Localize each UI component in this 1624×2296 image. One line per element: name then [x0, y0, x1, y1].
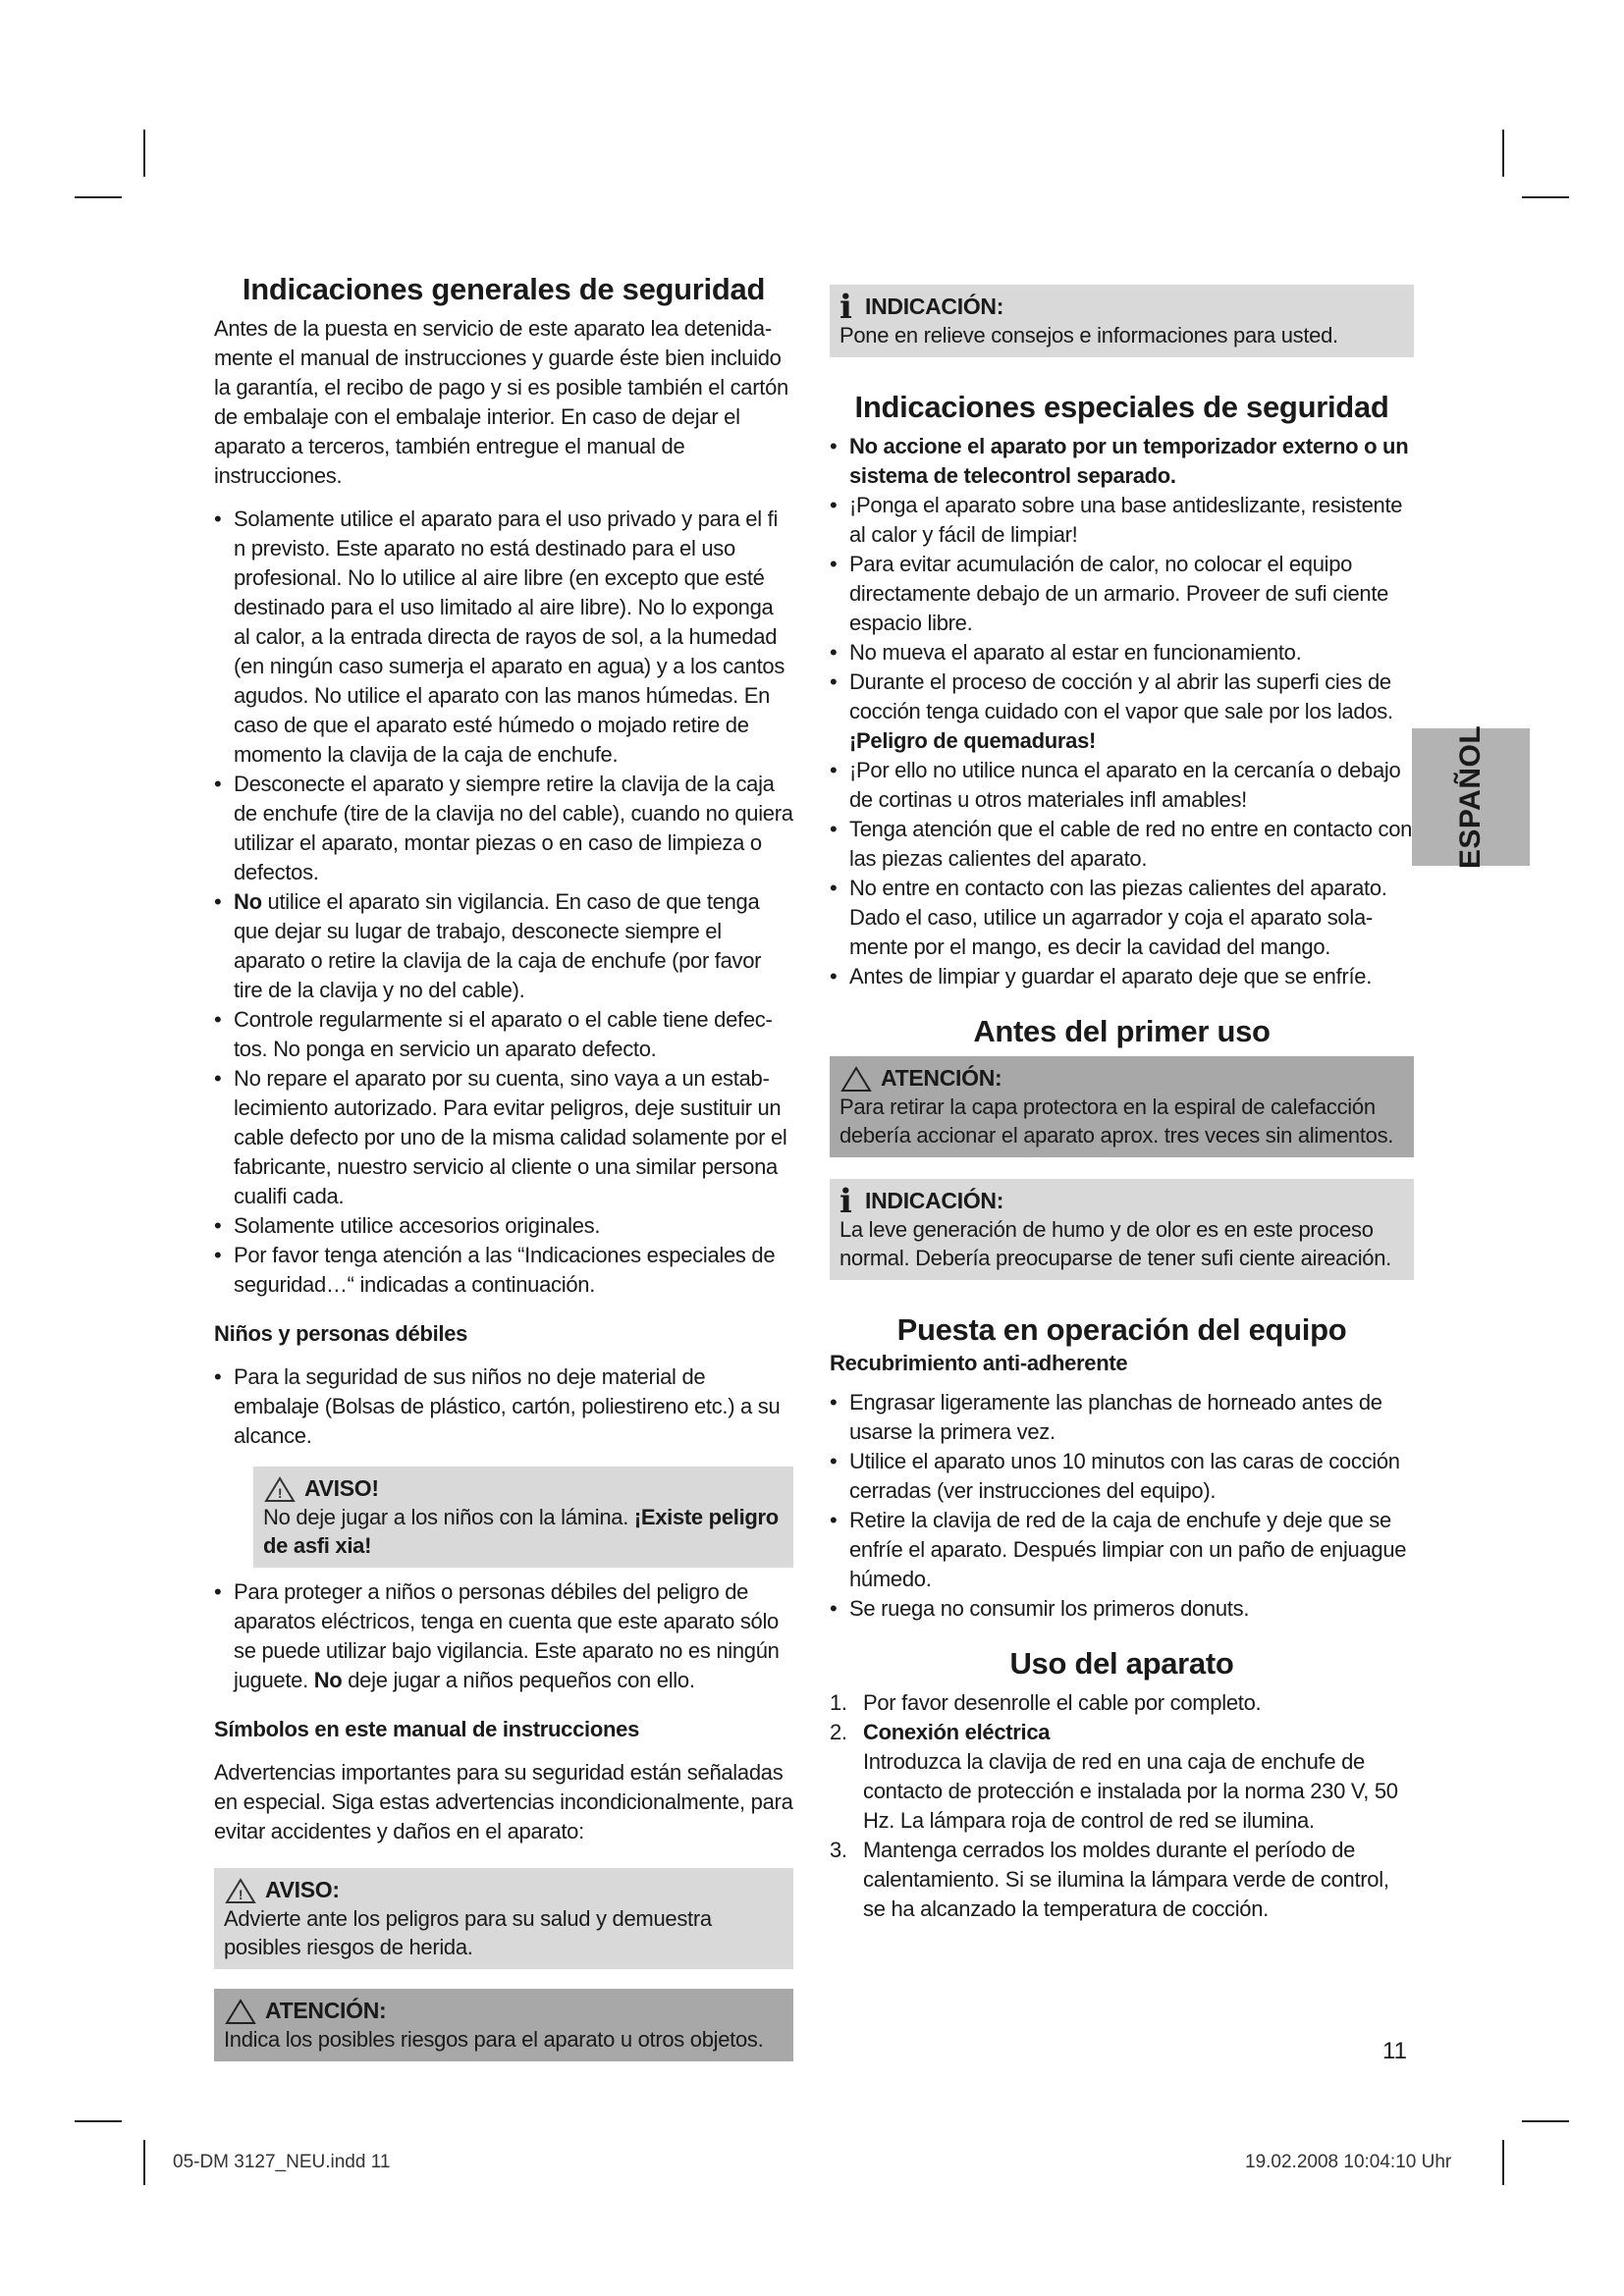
special-safety-list	[830, 432, 1414, 991]
crop-mark	[143, 2140, 145, 2185]
warning-triangle-icon	[224, 1877, 257, 1904]
atencion-box-first-use	[830, 1056, 1414, 1157]
crop-mark	[1522, 2120, 1569, 2122]
left-column	[214, 272, 793, 2061]
list-item: • No entre en contacto con las piezas calientes del aparato. Dado el caso, utilice un agarrador y coja el aparato solamente por el mango, es decir la cavidad del mango.	[830, 874, 1414, 962]
atencion-title: ATENCIÓN:	[265, 1998, 387, 2023]
children-list	[214, 1362, 793, 1451]
footer-timestamp: 19.02.2008 10:04:10 Uhr	[1245, 2152, 1452, 2172]
info-icon: i	[839, 1181, 852, 1221]
info-icon: i	[839, 287, 852, 327]
list-item: • Engrasar ligeramente las planchas de horneado antes de usarse la primera vez.	[830, 1388, 1414, 1447]
page-number: 11	[1382, 2038, 1407, 2064]
heading-children: Niños y personas débiles	[214, 1321, 468, 1346]
crop-mark	[1502, 2140, 1504, 2185]
list-item: • Para proteger a niños o personas débiles del peligro de aparatos eléctricos, tenga en cuenta que este aparato sólo se puede utilizar bajo vigilancia. Este aparato no es ningún juguete. No deje jugar a niños pequeños con ello.	[214, 1577, 793, 1695]
list-item: • Utilice el aparato unos 10 minutos con las caras de cocción cerradas (ver instrucciones del equipo).	[830, 1447, 1414, 1506]
list-item: 3. Mantenga cerrados los moldes durante el período de calentamiento. Si se ilumina la lámpara verde de control, se ha alcanzado la temperatura de cocción.	[830, 1838, 1389, 1921]
svg-text:!: !	[277, 1484, 283, 1501]
list-item: • Por favor tenga atención a las “Indicaciones especiales de seguridad…“ indicadas a continuación.	[214, 1241, 793, 1300]
right-column	[830, 285, 1414, 1924]
intro-paragraph: Antes de la puesta en servicio de este aparato lea detenidamente el manual de instrucciones y guarde éste bien incluido la garantía, el recibo de pago y si es posible también el cartón de embalaje con el embalaje interior. En caso de dejar el aparato a terceros, también entregue el manual de instrucciones.	[214, 316, 788, 488]
list-item: • Solamente utilice accesorios originales.	[214, 1211, 793, 1241]
language-tab-label: ESPAÑOL	[1454, 724, 1487, 870]
use-steps-list	[830, 1688, 1414, 1924]
heading-symbols: Símbolos en este manual de instrucciones	[214, 1717, 640, 1741]
heading-use: Uso del aparato	[1009, 1646, 1234, 1681]
language-tab	[1412, 724, 1530, 870]
svg-text:!: !	[238, 1886, 244, 1902]
list-item: • Durante el proceso de cocción y al abrir las superfi cies de cocción tenga cuidado con el vapor que sale por los lados. ¡Peligro de quemaduras!	[830, 667, 1414, 756]
indicacion-text: La leve generación de humo y de olor es en este proceso normal. Debería preocuparse de tener sufi ciente aireación.	[839, 1217, 1391, 1270]
general-safety-list	[214, 505, 793, 1300]
indicacion-title: INDICACIÓN:	[865, 294, 1004, 319]
heading-general-safety: Indicaciones generales de seguridad	[242, 272, 766, 306]
list-item: • Para evitar acumulación de calor, no colocar el equipo directamente debajo de un armario. Proveer de sufi ciente espacio libre.	[830, 550, 1414, 638]
atencion-text: Para retirar la capa protectora en la espiral de calefacción debería accionar el aparato aprox. tres veces sin alimentos.	[839, 1095, 1394, 1148]
warning-triangle-icon	[263, 1475, 297, 1503]
heading-coating: Recubrimiento anti-adherente	[830, 1351, 1128, 1375]
list-item: • Solamente utilice el aparato para el uso privado y para el fi n previsto. Este aparato no está destinado para el uso profesional. No lo utilice al aire libre (en excepto que esté destinado para el uso limitado al aire libre). No lo exponga al calor, a la entrada directa de rayos de sol, a la humedad (en ningún caso sumerja el aparato en agua) y a los cantos agudos. No utilice el aparato con las manos húmedas. En caso de que el aparato esté húmedo o mojado retire de momento la clavija de la caja de enchufe.	[214, 505, 793, 770]
footer-file-info: 05-DM 3127_NEU.indd 11	[173, 2152, 391, 2172]
list-item: • No utilice el aparato sin vigilancia. En caso de que tenga que dejar su lugar de trabajo, desconecte siempre el aparato o retire la clavija de la caja de enchufe (por favor tire de la clavija y no del cable).	[214, 887, 793, 1005]
crop-mark	[75, 2120, 122, 2122]
indicacion-text: Pone en relieve consejos e informaciones para usted.	[839, 323, 1338, 347]
heading-special-safety: Indicaciones especiales de seguridad	[854, 390, 1389, 424]
aviso-box-children	[253, 1467, 793, 1568]
list-item: 2. Conexión eléctrica Introduzca la clavija de red en una caja de enchufe de contacto de protección e instalada por la norma 230 V, 50 Hz. La lámpara roja de control de red se ilumina.	[830, 1720, 1398, 1833]
aviso-title: AVISO!	[304, 1475, 379, 1501]
list-item: • No mueva el aparato al estar en funcionamiento.	[830, 638, 1414, 667]
list-item: 1. Por favor desenrolle el cable por completo.	[830, 1690, 1262, 1715]
aviso-bold: ¡Existe peligro de asfi xia!	[263, 1505, 779, 1558]
caution-triangle-icon	[839, 1065, 873, 1093]
list-item: • No repare el aparato por su cuenta, sino vaya a un establecimiento autorizado. Para evitar peligros, deje sustituir un cable defecto por uno de la misma calidad solamente por el fabricante, nuestro servicio al cliente o una similar persona cualifi cada.	[214, 1064, 793, 1211]
list-item: • Retire la clavija de red de la caja de enchufe y deje que se enfríe el aparato. Después limpiar con un paño de enjuague húmedo.	[830, 1506, 1414, 1594]
indicacion-box-1	[830, 285, 1414, 357]
heading-operation: Puesta en operación del equipo	[896, 1312, 1347, 1347]
list-item: • ¡Ponga el aparato sobre una base antideslizante, resistente al calor y fácil de limpiar!	[830, 491, 1414, 550]
atencion-box-symbol	[214, 1989, 793, 2061]
crop-mark	[75, 196, 122, 198]
indicacion-title: INDICACIÓN:	[865, 1188, 1004, 1213]
operation-list	[830, 1388, 1414, 1624]
list-item: • No accione el aparato por un temporizador externo o un sistema de telecontrol separado.	[830, 432, 1414, 491]
aviso-text: No deje jugar a los niños con la lámina.	[263, 1505, 629, 1529]
list-item: • Se ruega no consumir los primeros donuts.	[830, 1594, 1414, 1624]
atencion-text: Indica los posibles riesgos para el aparato u otros objetos.	[224, 2027, 764, 2052]
atencion-title: ATENCIÓN:	[881, 1065, 1002, 1091]
heading-first-use: Antes del primer uso	[973, 1014, 1271, 1048]
list-item: • Desconecte el aparato y siempre retire la clavija de la caja de enchufe (tire de la clavija no del cable), cuando no quiera utilizar el aparato, montar piezas o en caso de limpieza o defectos.	[214, 770, 793, 887]
symbols-paragraph: Advertencias importantes para su seguridad están señaladas en especial. Siga estas advertencias incondicionalmente, para evitar accidentes y daños en el aparato:	[214, 1760, 793, 1843]
list-item: • ¡Por ello no utilice nunca el aparato en la cercanía o debajo de cortinas u otros materiales infl amables!	[830, 756, 1414, 815]
caution-triangle-icon	[224, 1998, 257, 2025]
children-list-2	[214, 1577, 793, 1695]
aviso-title: AVISO:	[265, 1877, 340, 1902]
crop-mark	[1522, 196, 1569, 198]
crop-mark	[1502, 130, 1504, 177]
indicacion-box-2	[830, 1179, 1414, 1280]
list-item: • Antes de limpiar y guardar el aparato deje que se enfríe.	[830, 962, 1414, 991]
list-item: • Controle regularmente si el aparato o el cable tiene defectos. No ponga en servicio un aparato defecto.	[214, 1005, 793, 1064]
aviso-text: Advierte ante los peligros para su salud y demuestra posibles riesgos de herida.	[224, 1906, 712, 1959]
crop-mark	[143, 130, 145, 177]
list-item: • Tenga atención que el cable de red no entre en contacto con las piezas calientes del aparato.	[830, 815, 1414, 874]
list-item: • Para la seguridad de sus niños no deje material de embalaje (Bolsas de plástico, cartón, poliestireno etc.) a su alcance.	[214, 1362, 793, 1451]
aviso-box-symbol	[214, 1868, 793, 1969]
